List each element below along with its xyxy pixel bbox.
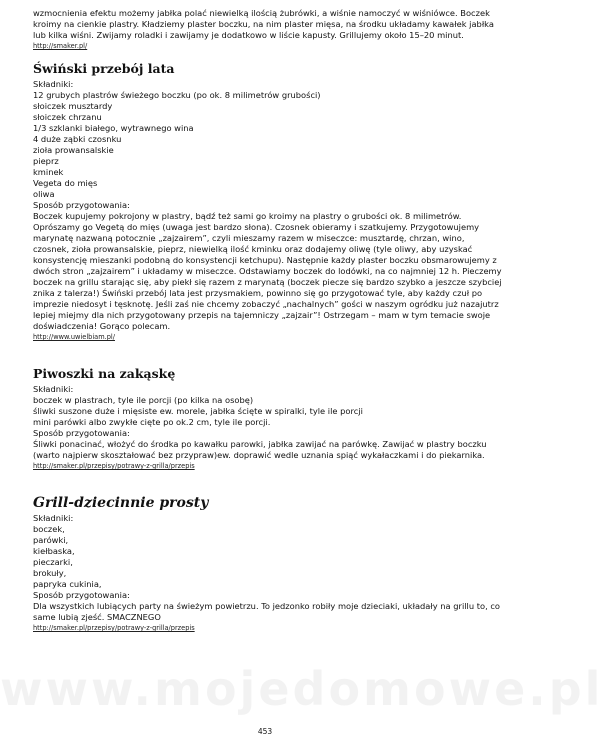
recipe2-source-link[interactable]: http://smaker.pl/przepisy/potrawy-z-grilla/przepis <box>33 462 195 470</box>
ingredient-item: oliwa <box>33 189 55 199</box>
recipe1-title: Świński przebój lata <box>33 61 175 76</box>
method-label: Sposób przygotowania: <box>33 428 130 438</box>
recipe2-ingredients <box>33 384 503 439</box>
ingredient-item: boczek, <box>33 524 65 534</box>
recipe1-ingredients <box>33 79 503 211</box>
ingredient-item: zioła prowansalskie <box>33 145 114 155</box>
ingredient-item: 4 duże ząbki czosnku <box>33 134 122 144</box>
document-page <box>33 8 503 633</box>
ingredient-item: mini parówki albo zwykłe cięte po ok.2 cm, tyle ile porcji. <box>33 417 271 427</box>
page-number: 453 <box>257 727 273 736</box>
method-label: Sposób przygotowania: <box>33 590 130 600</box>
ingredient-item: 1/3 szklanki białego, wytrawnego wina <box>33 123 194 133</box>
ingredient-item: 12 grubych plastrów świeżego boczku (po ok. 8 milimetrów grubości) <box>33 90 321 100</box>
recipe3-ingredients <box>33 513 503 601</box>
ingredient-item: śliwki suszone duże i mięsiste ew. morele, jabłka ścięte w spiralki, tyle ile porcji <box>33 406 363 416</box>
recipe1-source-link[interactable]: http://www.uwielbiam.pl/ <box>33 333 115 341</box>
recipe1-method: Boczek kupujemy pokrojony w plastry, bądź też sami go kroimy na plastry o grubości ok. 8 milimetrów. Oprószamy go Vegetą do mięs (uwaga jest bardzo słona). Czosnek obieramy i szatkujemy. Przygotowujemy marynatę nazwaną potocznie „zajzairem”, czyli mieszamy razem w miseczce: musztardę, chrzan, wino, czosnek, zioła prowansalskie, pieprz, niewielką ilość kminku oraz dodajemy oliwę (tyle oliwy, aby uzyskać konsystencję mieszanki podobną do konsystencji ketchupu). Następnie każdy plaster boczku obsmarowujemy z dwóch stron „zajzairem” i układamy w miseczce. Odstawiamy boczek do lodówki, na co najmniej 12 h. Pieczemy boczek na grillu starając się, aby piekł się razem z marynatą (boczek piecze się bardzo szybko a jeszcze szybciej znika z talerza!) Świński przebój lata jest przysmakiem, powinno się go przygotować tyle, aby każdy czuł po imprezie niedosyt i tęsknotę. Jeśli zaś nie chcemy zobaczyć „nachalnych” gości w naszym ogródku już nazajutrz lepiej miejmy dla nich przygotowany przepis na tajemniczy „zajzair”! Ostrzegam – mam w tym temacie swoje doświadczenia! Gorąco polecam. <box>33 211 502 331</box>
intro-paragraph: wzmocnienia efektu możemy jabłka polać niewielką ilością żubrówki, a wiśnie namoczyć w wiśniówce. Boczek kroimy na cienkie plastry. Kładziemy plaster boczku, na nim plaster mięsa, na środku układamy kawałek jabłka lub kilka wiśni. Zwijamy roladki i zawijamy je dodatkowo w liście kapusty. Grillujemy około 15–20 minut. <box>33 8 494 40</box>
recipe3-source-link[interactable]: http://smaker.pl/przepisy/potrawy-z-grilla/przepis <box>33 624 195 632</box>
ingredient-item: słoiczek musztardy <box>33 101 113 111</box>
ingredients-label: Składniki: <box>33 513 74 523</box>
ingredients-label: Składniki: <box>33 384 74 394</box>
recipe3-method: Dla wszystkich lubiących party na świeżym powietrzu. To jedzonko robiły moje dzieciaki, układały na grillu to, co same lubią zjeść. SMACZNEGO <box>33 601 501 622</box>
ingredient-item: pieprz <box>33 156 59 166</box>
ingredient-item: kminek <box>33 167 64 177</box>
ingredient-item: słoiczek chrzanu <box>33 112 102 122</box>
recipe3-title: Grill-dziecinnie prosty <box>33 495 209 511</box>
ingredient-item: parówki, <box>33 535 69 545</box>
intro-source-link[interactable]: http://smaker.pl/ <box>33 42 88 50</box>
ingredient-item: brokuły, <box>33 568 67 578</box>
ingredient-item: kiełbaska, <box>33 546 75 556</box>
recipe2-method: Śliwki ponacinać, włożyć do środka po kawałku parowki, jabłka zawijać na parówkę. Zawijać w plastry boczku (warto najpierw skoształować bez przypraw)ew. doprawić wedle uznania spiąć wykałaczkami i do piekarnika. <box>33 439 487 460</box>
ingredient-item: papryka cukinia, <box>33 579 102 589</box>
ingredient-item: boczek w plastrach, tyle ile porcji (po kilka na osobę) <box>33 395 254 405</box>
ingredients-label: Składniki: <box>33 79 74 89</box>
watermark: www.mojedomowe.pl <box>0 662 603 716</box>
ingredient-item: Vegeta do mięs <box>33 178 98 188</box>
recipe2-title: Piwoszki na zakąskę <box>33 366 176 381</box>
method-label: Sposób przygotowania: <box>33 200 130 210</box>
ingredient-item: pieczarki, <box>33 557 73 567</box>
